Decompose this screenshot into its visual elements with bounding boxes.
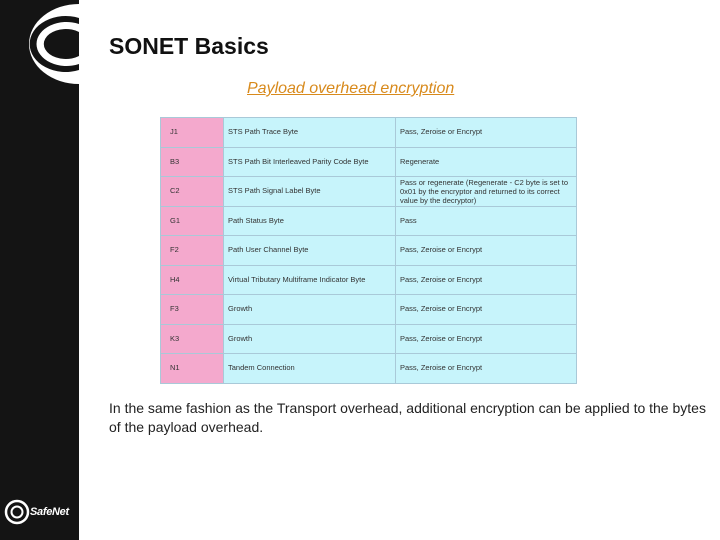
action-cell: Pass, Zeroise or Encrypt (396, 118, 577, 148)
sidebar-band (0, 0, 79, 540)
description-cell: Growth (224, 324, 396, 354)
byte-cell: C2 (161, 177, 224, 207)
description-cell: Growth (224, 295, 396, 325)
byte-cell: F2 (161, 236, 224, 266)
byte-cell: G1 (161, 206, 224, 236)
table-row (161, 147, 577, 177)
description-cell: STS Path Signal Label Byte (224, 177, 396, 207)
action-cell: Pass, Zeroise or Encrypt (396, 236, 577, 266)
swirl-logo-icon (0, 0, 79, 90)
table-row (161, 295, 577, 325)
table-row (161, 324, 577, 354)
description-cell: Path User Channel Byte (224, 236, 396, 266)
table-row (161, 177, 577, 207)
table-row (161, 236, 577, 266)
brand-name: SafeNet (30, 506, 69, 518)
table-row (161, 354, 577, 384)
byte-cell: K3 (161, 324, 224, 354)
action-cell: Pass, Zeroise or Encrypt (396, 265, 577, 295)
action-cell: Pass, Zeroise or Encrypt (396, 354, 577, 384)
slide-title: SONET Basics (109, 33, 269, 59)
byte-cell: J1 (161, 118, 224, 148)
slide-subtitle: Payload overhead encryption (247, 80, 455, 97)
byte-cell: F3 (161, 295, 224, 325)
table-row (161, 206, 577, 236)
description-cell: Path Status Byte (224, 206, 396, 236)
payload-overhead-table (160, 117, 577, 384)
body-paragraph: In the same fashion as the Transport overhead, additional encryption can be applied to the bytes of the payload overhead. (109, 400, 706, 435)
description-cell: Tandem Connection (224, 354, 396, 384)
byte-cell: B3 (161, 147, 224, 177)
action-cell: Regenerate (396, 147, 577, 177)
description-cell: Virtual Tributary Multiframe Indicator Byte (224, 265, 396, 295)
action-cell: Pass, Zeroise or Encrypt (396, 324, 577, 354)
byte-cell: N1 (161, 354, 224, 384)
table-row (161, 118, 577, 148)
byte-cell: H4 (161, 265, 224, 295)
action-cell: Pass, Zeroise or Encrypt (396, 295, 577, 325)
description-cell: STS Path Trace Byte (224, 118, 396, 148)
action-cell: Pass (396, 206, 577, 236)
action-cell: Pass or regenerate (Regenerate - C2 byte is set to 0x01 by the encryptor and returned to its correct value by the decryptor) (396, 177, 577, 207)
description-cell: STS Path Bit Interleaved Parity Code Byte (224, 147, 396, 177)
table-row (161, 265, 577, 295)
